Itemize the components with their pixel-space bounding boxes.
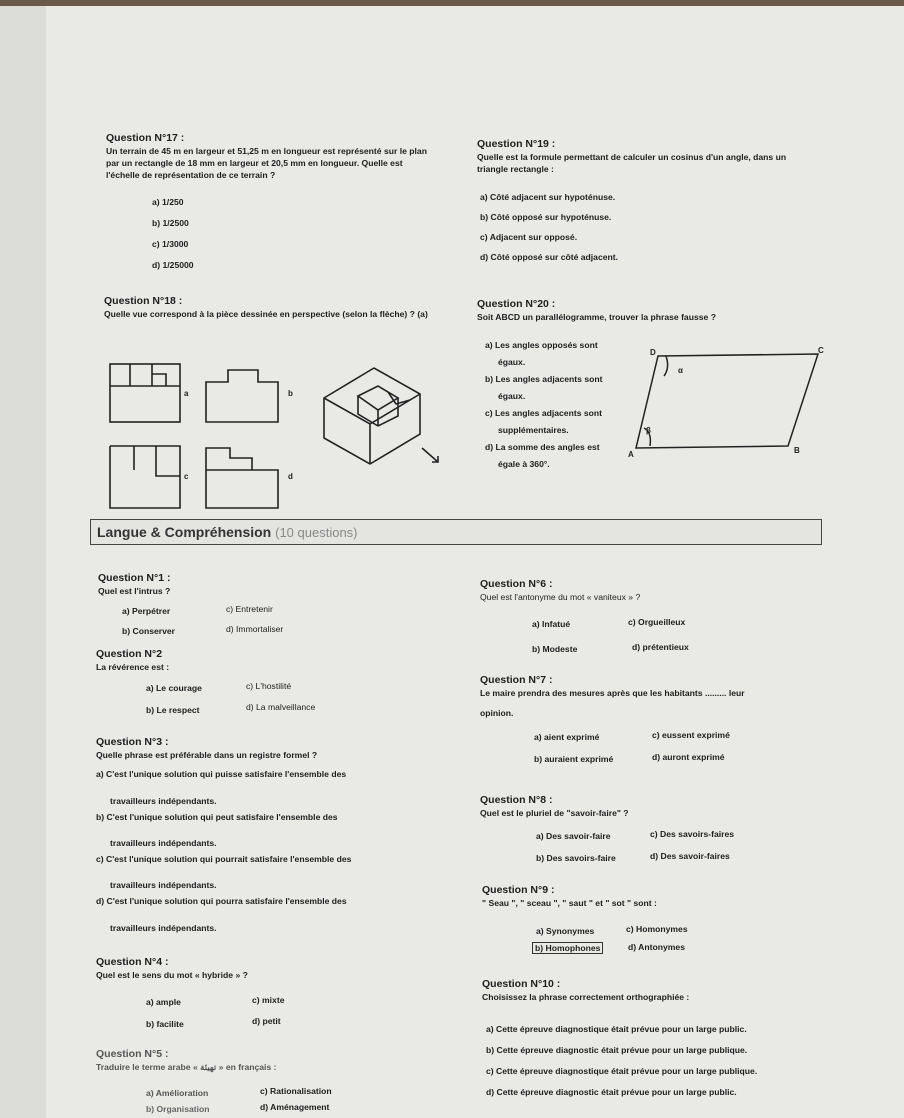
lang-question-2	[96, 648, 426, 673]
view-label: d	[288, 472, 293, 481]
option[interactable]: c) 1/3000	[152, 239, 189, 249]
question-title: Question N°19 :	[477, 138, 556, 150]
option[interactable]: b) Les angles adjacents sont	[485, 374, 603, 384]
question-text: Quel est l'intrus ?	[98, 586, 171, 596]
option[interactable]: b) 1/2500	[152, 218, 189, 228]
option-cont: travailleurs indépendants.	[110, 838, 217, 848]
option[interactable]: b) Modeste	[532, 644, 578, 654]
question-text: Choisissez la phrase correctement orthographiée :	[482, 992, 690, 1002]
option[interactable]: b) Le respect	[146, 705, 200, 715]
option[interactable]: d) Antonymes	[628, 942, 685, 952]
question-text: Quelle phrase est préférable dans un registre formel ?	[96, 750, 318, 760]
angle-label: β	[646, 426, 651, 435]
question-text-cont: opinion.	[480, 708, 514, 718]
option[interactable]: d) La malveillance	[246, 702, 316, 712]
option[interactable]: d) Côté opposé sur côté adjacent.	[480, 252, 618, 262]
angle-label: α	[678, 366, 683, 375]
option[interactable]: c) Rationalisation	[260, 1086, 332, 1096]
question-20	[477, 298, 807, 323]
option-cont: égaux.	[498, 391, 526, 401]
question-text: Quelle est la formule permettant de calculer un cosinus d'un angle, dans un triangle rectangle :	[477, 152, 787, 174]
question-text: Le maire prendra des mesures après que les habitants ......... leur	[480, 688, 745, 698]
lang-question-7	[480, 674, 810, 719]
question-19	[477, 138, 807, 175]
question-title: Question N°20 :	[477, 298, 556, 310]
question-title: Question N°1 :	[98, 572, 171, 584]
views-drawing	[106, 358, 306, 518]
option[interactable]: a) aient exprimé	[534, 732, 600, 742]
question-17	[106, 132, 436, 181]
question-title: Question N°2	[96, 648, 163, 660]
option-cont: travailleurs indépendants.	[110, 880, 217, 890]
option[interactable]: c) Homonymes	[626, 924, 688, 934]
lang-question-4	[96, 956, 426, 981]
option-cont: travailleurs indépendants.	[110, 796, 217, 806]
option[interactable]: a) Des savoir-faire	[536, 831, 611, 841]
option[interactable]: d) Cette épreuve diagnostic était prévue pour un large public.	[486, 1087, 737, 1097]
option[interactable]: d) Des savoir-faires	[650, 851, 730, 861]
lang-question-9	[482, 884, 812, 909]
option[interactable]: a) Le courage	[146, 683, 202, 693]
question-text: Quel est le sens du mot « hybride » ?	[96, 970, 248, 980]
question-text: Soit ABCD un parallélogramme, trouver la phrase fausse ?	[477, 312, 716, 322]
lang-question-6	[480, 578, 810, 603]
question-title: Question N°8 :	[480, 794, 553, 806]
option-cont: égaux.	[498, 357, 526, 367]
vertex-label: D	[650, 348, 656, 357]
option[interactable]: a) ample	[146, 997, 181, 1007]
option[interactable]: c) C'est l'unique solution qui pourrait satisfaire l'ensemble des	[96, 854, 352, 864]
option[interactable]: d) Immortaliser	[226, 624, 284, 634]
question-text: Quel est l'antonyme du mot « vaniteux » ?	[480, 592, 641, 602]
option[interactable]: a) Infatué	[532, 619, 571, 629]
question-title: Question N°6 :	[480, 578, 553, 590]
option[interactable]: b) auraient exprimé	[534, 754, 614, 764]
option[interactable]: c) Orgueilleux	[628, 617, 686, 627]
question-title: Question N°9 :	[482, 884, 555, 896]
option[interactable]: b) Conserver	[122, 626, 176, 636]
lang-question-3	[96, 736, 436, 761]
option[interactable]: c) mixte	[252, 995, 285, 1005]
option[interactable]: a) Les angles opposés sont	[485, 340, 598, 350]
lang-question-1	[98, 572, 428, 597]
option[interactable]: c) Adjacent sur opposé.	[480, 232, 578, 242]
lang-question-5	[96, 1048, 436, 1073]
lang-question-8	[480, 794, 810, 819]
question-text: Un terrain de 45 m en largeur et 51,25 m en longueur est représenté sur le plan par un rectangle de 18 mm en largeur et 20,5 mm en longueur. Quelle est l'échelle de représentation de ce terrain ?	[106, 146, 427, 180]
option[interactable]: d) La somme des angles est	[485, 442, 600, 452]
question-text: La révérence est :	[96, 662, 170, 672]
option[interactable]: b) Organisation	[146, 1104, 210, 1114]
lang-question-10	[482, 978, 812, 1003]
option[interactable]: c) Entretenir	[226, 604, 273, 614]
option[interactable]: c) eussent exprimé	[652, 730, 730, 740]
option[interactable]: d) auront exprimé	[652, 752, 725, 762]
vertex-label: A	[628, 450, 634, 459]
option[interactable]: c) Les angles adjacents sont	[485, 408, 603, 418]
option[interactable]: c) L'hostilité	[246, 681, 292, 691]
option[interactable]: b) C'est l'unique solution qui peut satisfaire l'ensemble des	[96, 812, 338, 822]
section-subtitle: (10 questions)	[275, 525, 358, 540]
question-title: Question N°4 :	[96, 956, 169, 968]
option[interactable]: c) Cette épreuve diagnostique était prévue pour un large publique.	[486, 1066, 758, 1076]
view-label: b	[288, 389, 293, 398]
view-label: c	[184, 472, 189, 481]
option[interactable]: d) petit	[252, 1016, 281, 1026]
option[interactable]: a) Amélioration	[146, 1088, 209, 1098]
option-cont: supplémentaires.	[498, 425, 569, 435]
view-label: a	[184, 389, 189, 398]
perspective-piece-drawing	[318, 358, 448, 482]
section-banner	[90, 519, 822, 545]
option[interactable]: d) 1/25000	[152, 260, 194, 270]
question-18	[104, 295, 434, 320]
option[interactable]: a) Cette épreuve diagnostique était prévue pour un large public.	[486, 1024, 747, 1034]
option[interactable]: d) Aménagement	[260, 1102, 330, 1112]
option[interactable]: d) C'est l'unique solution qui pourra satisfaire l'ensemble des	[96, 896, 347, 906]
question-title: Question N°17 :	[106, 132, 185, 144]
vertex-label: C	[818, 346, 824, 355]
option[interactable]: b) Côté opposé sur hypoténuse.	[480, 212, 612, 222]
option-selected[interactable]: b) Homophones	[532, 942, 603, 954]
question-title: Question N°18 :	[104, 295, 183, 307]
option[interactable]: b) Des savoirs-faire	[536, 853, 616, 863]
option[interactable]: d) prétentieux	[632, 642, 689, 652]
option-cont: travailleurs indépendants.	[110, 923, 217, 933]
question-title: Question N°10 :	[482, 978, 561, 990]
option[interactable]: b) Cette épreuve diagnostic était prévue pour un large publique.	[486, 1045, 748, 1055]
question-title: Question N°7 :	[480, 674, 553, 686]
option[interactable]: a) Perpétrer	[122, 606, 171, 616]
parallelogram-drawing	[630, 346, 830, 458]
question-title: Question N°3 :	[96, 736, 169, 748]
option-cont: égale à 360°.	[498, 459, 550, 469]
option[interactable]: a) C'est l'unique solution qui puisse satisfaire l'ensemble des	[96, 769, 347, 779]
question-title: Question N°5 :	[96, 1048, 169, 1060]
vertex-label: B	[794, 446, 800, 455]
question-text: Quel est le pluriel de "savoir-faire" ?	[480, 808, 629, 818]
section-title: Langue & Compréhension	[97, 524, 272, 540]
exam-page	[0, 6, 904, 1118]
question-text: " Seau ", " sceau ", " saut " et " sot " sont :	[482, 898, 657, 908]
question-text: Quelle vue correspond à la pièce dessinée en perspective (selon la flèche) ? (a)	[104, 309, 428, 319]
option[interactable]: a) Côté adjacent sur hypoténuse.	[480, 192, 616, 202]
option[interactable]: a) 1/250	[152, 197, 184, 207]
option[interactable]: a) Synonymes	[536, 926, 595, 936]
option[interactable]: b) facilite	[146, 1019, 184, 1029]
question-text: Traduire le terme arabe « تهيئة » en français :	[96, 1062, 277, 1072]
option[interactable]: c) Des savoirs-faires	[650, 829, 735, 839]
